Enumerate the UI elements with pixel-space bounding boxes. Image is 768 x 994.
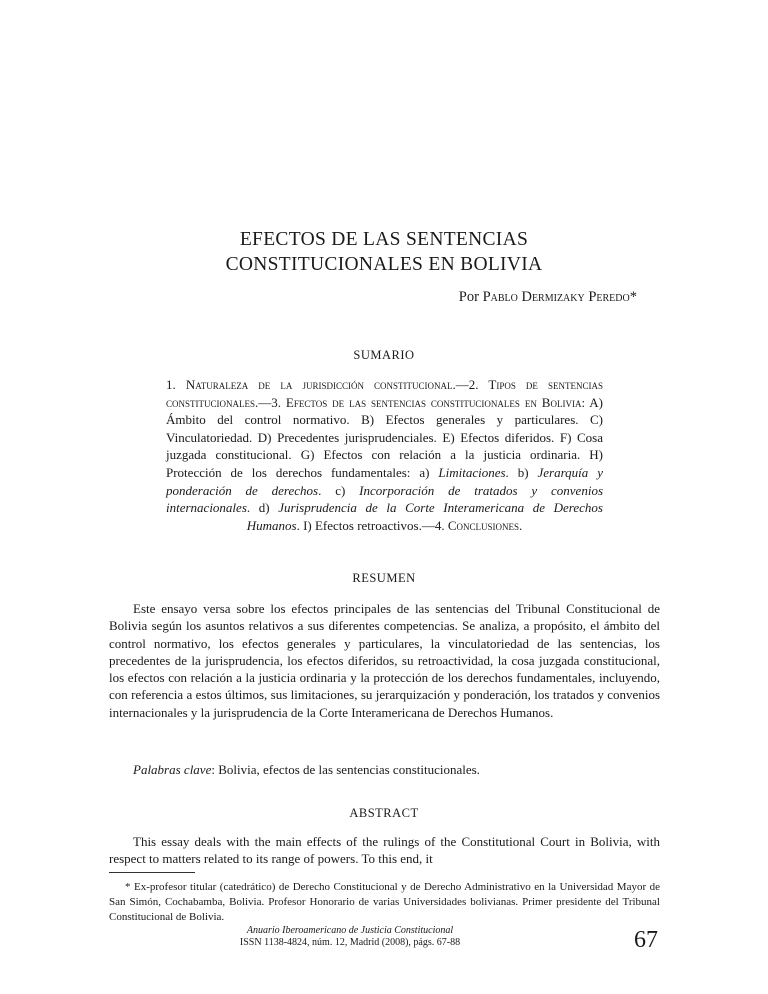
resumen-paragraph: Este ensayo versa sobre los efectos principales de las sentencias del Tribunal Constitucional de Bolivia según los asuntos relativos a sus diferentes competencias. Se analiza, a propósito, el ámbito del control normativo, los efectos generales y particulares, la vinculatoriedad de las sentencias, los precedentes de la jurisprudencia, los efectos diferidos, su retroactividad, la cosa juzgada constitucional, los efectos con relación a la justicia ordinaria y la protección de los derechos fundamentales, incluyendo, con referencia a estos últimos, sus limitaciones, su jerarquización y ponderación, los tratados y convenios internacionales y la jurisprudencia de la Corte Interamericana de Derechos Humanos.	[109, 601, 660, 720]
journal-issn: ISSN 1138-4824, núm. 12, Madrid (2008), págs. 67-88	[239, 937, 461, 948]
author-line	[459, 289, 637, 306]
journal-name: Anuario Iberoamericano de Justicia Constitucional	[246, 925, 454, 936]
sumario-sep-b: . b)	[505, 464, 538, 480]
sumario-text	[166, 376, 603, 534]
sumario-item-i: . I) Efectos retroactivos.	[296, 517, 422, 533]
article-title	[0, 227, 768, 277]
sumario-item-c: Incorporación de tratados y convenios internacionales	[166, 482, 604, 516]
sumario-sep-c: . c)	[318, 482, 360, 498]
sumario-section-1: 1. Naturaleza de la jurisdicción constitucional	[166, 377, 453, 392]
resumen-heading: RESUMEN	[352, 571, 416, 585]
journal-info	[160, 925, 540, 949]
sumario-section-2: .—2. Tipos de sentencias constitucionales	[166, 377, 603, 410]
author-prefix: Por	[458, 289, 483, 305]
sumario-heading: SUMARIO	[353, 348, 415, 362]
footnote-text: * Ex-profesor titular (catedrático) de Derecho Constitucional y de Derecho Administrativo en la Universidad Mayor de San Simón, Cochabamba, Bolivia. Profesor Honorario de varias Universidades bolivianas. Primer presidente del Tribunal Constitucional de Bolivia.	[109, 881, 660, 923]
title-line-1: EFECTOS DE LAS SENTENCIAS	[239, 229, 529, 250]
keywords	[133, 762, 480, 778]
keywords-value: : Bolivia, efectos de las sentencias constitucionales.	[211, 762, 480, 777]
abstract-paragraph: This essay deals with the main effects of the rulings of the Constitutional Court in Bolivia, with respect to matters related to its range of powers. To this end, it	[109, 834, 660, 867]
keywords-label: Palabras clave	[133, 762, 212, 777]
sumario-end: .	[519, 517, 523, 533]
page-number: 67	[634, 927, 658, 953]
author-name: Pablo Dermizaky Peredo*	[482, 289, 637, 305]
sumario-section-4: —4. Conclusiones	[421, 517, 520, 533]
resumen-text	[109, 600, 660, 721]
sumario-item-b: Jerarquía y ponderación de derechos	[166, 464, 603, 498]
footnote	[109, 880, 660, 925]
abstract-heading: ABSTRACT	[349, 806, 419, 820]
abstract-text	[109, 833, 660, 868]
sumario-sep-d: . d)	[246, 500, 279, 516]
sumario-item-d: Jurisprudencia de la Corte Interamericana de Derechos Humanos	[246, 500, 603, 533]
sumario-section-3: .—3. Efectos de las sentencias constitucionales en Bolivia	[255, 394, 582, 410]
sumario-item-a: Limitaciones	[438, 464, 506, 480]
title-line-2: CONSTITUCIONALES EN BOLIVIA	[225, 254, 543, 275]
footnote-rule	[109, 872, 195, 873]
sumario-section-3-items: : A) Ámbito del control normativo. B) Efectos generales y particulares. C) Vinculatoriedad. D) Precedentes jurisprudenciales. E) Efectos diferidos. F) Cosa juzgada constitucional. G) Efectos con relación a la justicia ordinaria. H) Protección de los derechos fundamentales: a)	[166, 394, 603, 480]
